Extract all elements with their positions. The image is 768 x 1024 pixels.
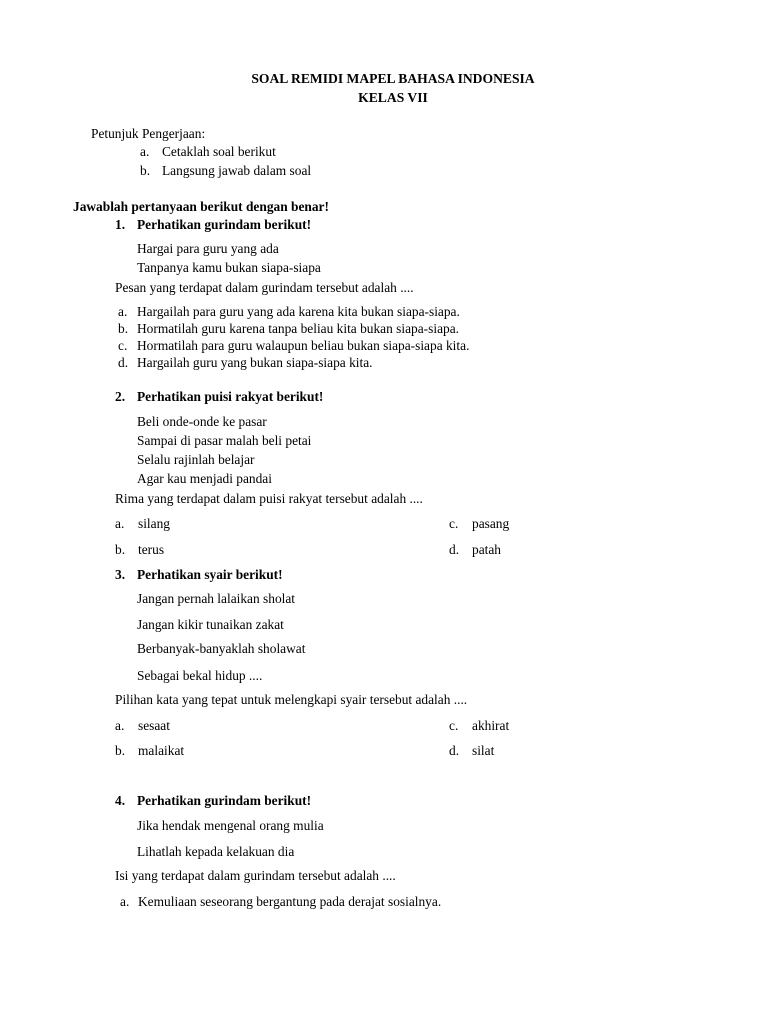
verse-line: Jika hendak mengenal orang mulia [137, 818, 324, 833]
document-title: SOAL REMIDI MAPEL BAHASA INDONESIA [251, 71, 535, 86]
option-label: c. [449, 718, 459, 733]
question-number: 1. [115, 217, 126, 232]
option-label: a. [115, 516, 125, 531]
question-title [115, 793, 311, 809]
question-title-text: Perhatikan puisi rakyat berikut! [137, 389, 324, 404]
question-number: 3. [115, 567, 126, 582]
option-label: a. [120, 894, 130, 909]
option-item [449, 542, 501, 558]
option-text: Kemuliaan seseorang bergantung pada derajat sosialnya. [138, 894, 442, 909]
option-item [115, 542, 164, 558]
instruction-item [140, 144, 276, 160]
question-title-text: Perhatikan gurindam berikut! [137, 793, 312, 808]
option-label: b. [115, 542, 126, 557]
question-text: Rima yang terdapat dalam puisi rakyat tersebut adalah .... [115, 491, 423, 506]
option-text: Hormatilah para guru walaupun beliau bukan siapa-siapa kita. [137, 338, 470, 353]
option-item [120, 894, 441, 910]
question-number: 2. [115, 389, 126, 404]
verse-line: Tanpanya kamu bukan siapa-siapa [137, 260, 321, 275]
option-label: b. [118, 321, 129, 336]
verse-line: Lihatlah kepada kelakuan dia [137, 844, 295, 859]
verse-line: Beli onde-onde ke pasar [137, 414, 267, 429]
option-label: a. [115, 718, 125, 733]
question-text: Pesan yang terdapat dalam gurindam tersebut adalah .... [115, 280, 414, 295]
instruction-label: b. [140, 163, 151, 178]
option-text: Hormatilah guru karena tanpa beliau kita bukan siapa-siapa. [137, 321, 459, 336]
question-text: Pilihan kata yang tepat untuk melengkapi syair tersebut adalah .... [115, 692, 468, 707]
option-item [118, 304, 460, 320]
option-text: sesaat [138, 718, 170, 733]
question-title-text: Perhatikan syair berikut! [137, 567, 283, 582]
option-item [118, 338, 469, 354]
option-text: silat [472, 743, 495, 758]
option-label: d. [449, 542, 460, 557]
question-title [115, 389, 323, 405]
option-text: Hargailah para guru yang ada karena kita bukan siapa-siapa. [137, 304, 460, 319]
instruction-text: Cetaklah soal berikut [162, 144, 276, 159]
option-label: c. [449, 516, 459, 531]
option-label: d. [449, 743, 460, 758]
question-title [115, 217, 311, 233]
verse-line: Agar kau menjadi pandai [137, 471, 272, 486]
option-item [118, 321, 459, 337]
verse-line: Jangan pernah lalaikan sholat [137, 591, 296, 606]
option-label: c. [118, 338, 128, 353]
option-item [115, 743, 184, 759]
instruction-item [140, 163, 311, 179]
instruction-label: a. [140, 144, 150, 159]
option-item [449, 516, 509, 532]
question-title [115, 567, 283, 583]
exam-prompt: Jawablah pertanyaan berikut dengan benar! [73, 199, 329, 214]
verse-line: Sampai di pasar malah beli petai [137, 433, 312, 448]
option-item [449, 743, 494, 759]
question-text: Isi yang terdapat dalam gurindam tersebut adalah .... [115, 868, 396, 883]
option-label: b. [115, 743, 126, 758]
option-text: malaikat [138, 743, 185, 758]
option-text: silang [138, 516, 170, 531]
option-text: patah [472, 542, 501, 557]
option-label: a. [118, 304, 128, 319]
option-text: Hargailah guru yang bukan siapa-siapa kita. [137, 355, 373, 370]
option-item [115, 516, 170, 532]
question-number: 4. [115, 793, 126, 808]
verse-line: Hargai para guru yang ada [137, 241, 279, 256]
verse-line: Jangan kikir tunaikan zakat [137, 617, 284, 632]
instructions-heading: Petunjuk Pengerjaan: [91, 126, 206, 141]
document-subtitle: KELAS VII [358, 90, 428, 105]
option-item [449, 718, 509, 734]
instruction-text: Langsung jawab dalam soal [162, 163, 312, 178]
option-item [115, 718, 170, 734]
option-text: akhirat [472, 718, 510, 733]
option-item [118, 355, 373, 371]
question-title-text: Perhatikan gurindam berikut! [137, 217, 312, 232]
verse-line: Berbanyak-banyaklah sholawat [137, 641, 306, 656]
option-label: d. [118, 355, 129, 370]
verse-line: Sebagai bekal hidup .... [137, 668, 263, 683]
verse-line: Selalu rajinlah belajar [137, 452, 255, 467]
option-text: pasang [472, 516, 510, 531]
option-text: terus [138, 542, 165, 557]
